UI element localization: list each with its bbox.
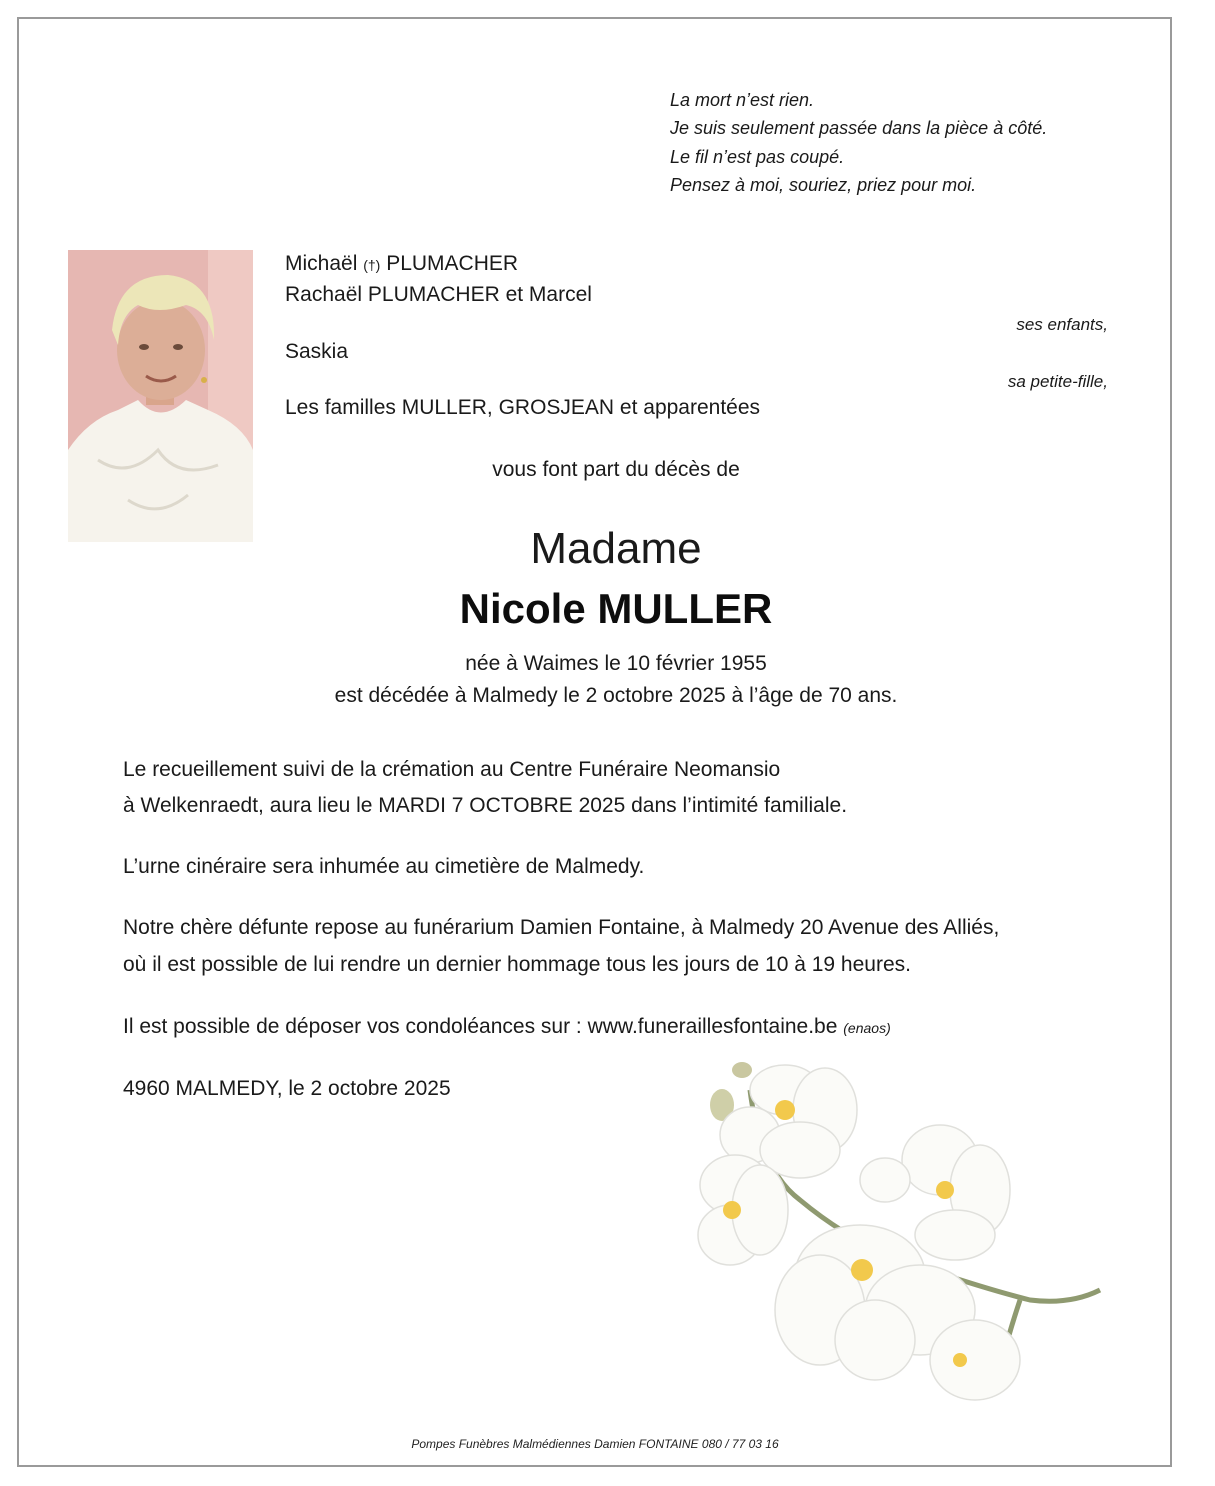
family-relatives: Les familles MULLER, GROSJEAN et apparentées [285,396,761,419]
birth-info: née à Waimes le 10 février 1955 [465,652,767,675]
orchid-illustration [690,1050,1110,1420]
quote-line: Je suis seulement passée dans la pièce à côté. [670,118,1048,139]
announcement-intro: vous font part du décès de [492,458,740,481]
quote-line: La mort n’est rien. [670,90,815,110]
enaos-tag: (enaos) [843,1020,891,1036]
condolences-info [123,1015,891,1039]
quote-line: Pensez à moi, souriez, priez pour moi. [670,174,977,195]
quote-line: Le fil n’est pas coupé. [670,146,845,167]
poem-quote [670,86,1047,199]
deceased-mark: (†) [363,257,381,273]
ceremony-line-1: Le recueillement suivi de la crémation au Centre Funéraire Neomansio [123,758,781,781]
ceremony-line-2: à Welkenraedt, aura lieu le MARDI 7 OCTOBRE 2025 dans l’intimité familiale. [123,794,848,817]
family-saskia: Saskia [285,340,349,363]
children-label: ses enfants, [1016,315,1108,334]
granddaughter-label: sa petite-fille, [1007,372,1108,391]
family-michael [285,252,518,276]
death-info: est décédée à Malmedy le 2 octobre 2025 à l’âge de 70 ans. [334,684,898,707]
michael-last-name: PLUMACHER [386,252,519,275]
place-date: 4960 MALMEDY, le 2 octobre 2025 [123,1077,451,1100]
family-rachael: Rachaël PLUMACHER et Marcel [285,283,592,306]
rest-line-2: où il est possible de lui rendre un dernier hommage tous les jours de 10 à 19 heures. [123,953,911,976]
deceased-name: Nicole MULLER [459,585,773,632]
deceased-title: Madame [530,524,702,573]
urn-info: L’urne cinéraire sera inhumée au cimetière de Malmedy. [123,855,645,878]
condolences-text: Il est possible de déposer vos condoléances sur : www.funeraillesfontaine.be [123,1015,838,1038]
rest-line-1: Notre chère défunte repose au funérarium Damien Fontaine, à Malmedy 20 Avenue des Alliés, [123,916,1000,939]
footer-funeral-home: Pompes Funèbres Malmédiennes Damien FONTAINE 080 / 77 03 16 [411,1437,779,1451]
portrait-photo [68,250,253,542]
michael-first-name: Michaël [285,252,358,275]
